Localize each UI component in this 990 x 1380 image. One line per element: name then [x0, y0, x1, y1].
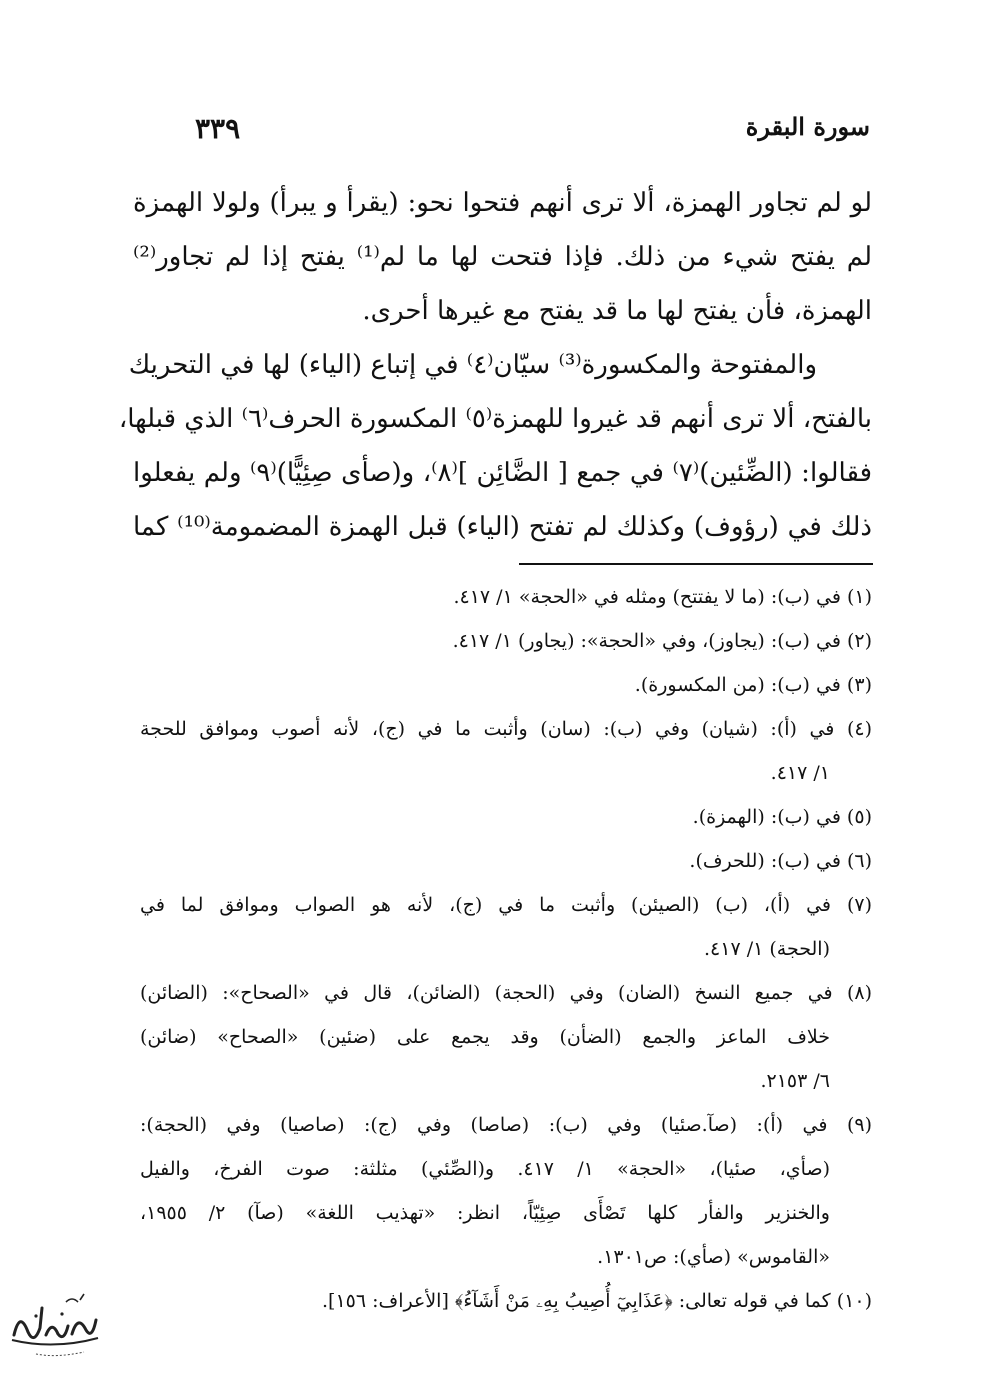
text-line: لم يفتح شيء من ذلك. فإذا فتحت لها ما لم⁽¹⁾ يفتح إذا لم تجاور⁽²⁾ — [133, 242, 872, 272]
page-number: ٣٣٩ — [195, 112, 241, 145]
footnote-line: (٢) في (ب): (يجاوز)، وفي «الحجة»: (يجاور) ١/ ٤١٧. — [452, 630, 872, 652]
footnotes — [140, 575, 872, 1323]
footnote-line: (٦) في (ب): (للحرف). — [689, 850, 872, 872]
footnote-line: (٤) في (أ): (شيان) وفي (ب): (سان) وأثبت ما في (ج)، لأنه أصوب وموافق للحجة — [140, 718, 872, 740]
text-line: والمفتوحة والمكسورة⁽³⁾ سيّان⁽٤⁾ في إتباع (الياء) لها في التحريك — [128, 350, 817, 380]
footnote-line: (٨) في جميع النسخ (الضان) وفي (الحجة) (الضائن)، قال في «الصحاح»: (الضائن) — [140, 982, 872, 1004]
text-line: الهمزة، فأن يفتح لها ما قد يفتح مع غيرها أحرى. — [362, 296, 872, 326]
footnote-line: (١) في (ب): (ما لا يفتتح) ومثله في «الحجة» ١/ ٤١٧. — [453, 586, 872, 608]
footnote-line: والخنزير والفأر كلها تَصْأَى صِئِيّاً، انظر: «تهذيب اللغة» (صآ) ٢/ ١٩٥٥، — [140, 1202, 830, 1224]
footnote-line: ٦/ ٢١٥٣. — [760, 1070, 830, 1092]
page-header — [195, 112, 870, 152]
footnote-line: (صأي، صئيا)، «الحجة» ١/ ٤١٧. و(الصِّئي) مثلثة: صوت الفرخ، والفيل — [140, 1158, 830, 1180]
text-line: لو لم تجاور الهمزة، ألا ترى أنهم فتحوا نحو: (يقرأ و يبرأ) ولولا الهمزة — [133, 188, 872, 218]
footnote-line: (٧) في (أ)، (ب) (الصيئن) وأثبت ما في (ج)، لأنه هو الصواب وموافق لما في — [140, 894, 872, 916]
text-line: ذلك في (رؤوف) وكذلك لم تفتح (الياء) قبل الهمزة المضمومة⁽¹⁰⁾ كما — [133, 512, 872, 542]
footnote-separator — [519, 563, 873, 565]
footnote-line: (الحجة) ١/ ٤١٧. — [704, 938, 830, 960]
footnote-line: (٥) في (ب): (الهمزة). — [692, 806, 872, 828]
calligraphy-logo — [6, 1290, 101, 1365]
footnote-line: (٣) في (ب): (من المكسورة). — [634, 674, 872, 696]
footnote-line: خلاف الماعز والجمع (الضأن) وقد يجمع على (ضئين) «الصحاح» (ضائن) — [140, 1026, 830, 1048]
footnote-line: ١/ ٤١٧. — [770, 762, 830, 784]
main-text — [118, 176, 873, 554]
text-line: بالفتح، ألا ترى أنهم قد غيروا للهمزة⁽٥⁾ المكسورة الحرف⁽٦⁾ الذي قبلها، — [118, 404, 872, 434]
footnote-line: (١٠) كما في قوله تعالى: ﴿عَذَابِيٓ أُصِيبُ بِهِۦ مَنْ أَشَآءُ﴾ [الأعراف: ١٥٦]. — [322, 1290, 872, 1312]
footnote-line: «القاموس» (صأي): ص١٣٠١. — [597, 1246, 830, 1268]
footnote-line: (٩) في (أ): (صآ.صئيا) وفي (ب): (صاصا) وفي (ج): (صاصيا) وفي (الحجة): — [140, 1114, 872, 1136]
running-title: سورة البقرة — [745, 112, 870, 141]
text-line: فقالوا: (الضِّئين)⁽٧⁾ في جمع [ الضَّائِن ]⁽٨⁾، و(صأى صِئِيًّا)⁽٩⁾ ولم يفعلوا — [133, 458, 873, 488]
